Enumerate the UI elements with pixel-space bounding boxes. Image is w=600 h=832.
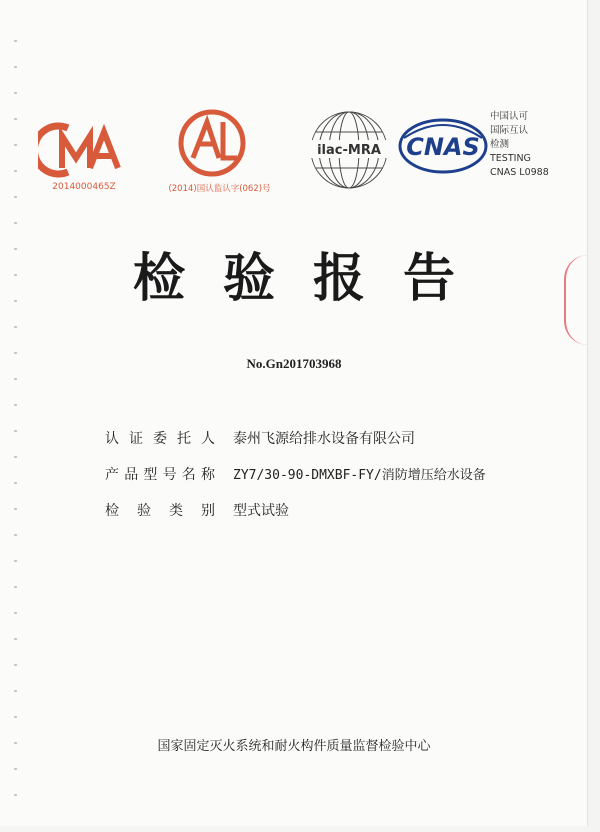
binding-mark — [14, 40, 17, 42]
field-label-char: 号 — [162, 467, 177, 483]
field-value: ZY7/30-90-DMXBF-FY/消防增压给水设备 — [233, 468, 486, 483]
binding-mark — [14, 586, 17, 588]
binding-mark — [14, 664, 17, 666]
binding-mark — [14, 92, 17, 94]
cal-code: (2014)国认监认字(062)号 — [168, 184, 271, 194]
binding-mark — [14, 508, 17, 510]
report-number: No.Gn201703968 — [246, 356, 342, 371]
field-label-char: 别 — [201, 503, 215, 519]
field-label — [105, 464, 215, 484]
ilac-mra-logo — [302, 107, 396, 193]
field-label-char: 认 — [105, 431, 119, 447]
cal-logo — [175, 108, 249, 178]
field-label-char: 检 — [105, 503, 119, 519]
cma-logo — [38, 120, 124, 180]
binding-mark — [14, 170, 17, 172]
cnas-logo — [398, 118, 488, 174]
binding-mark — [14, 690, 17, 692]
issuing-authority: 国家固定灭火系统和耐火构件质量监督检验中心 — [157, 739, 431, 754]
field-label-char: 委 — [153, 431, 167, 447]
field-label-char: 人 — [201, 431, 215, 447]
field-label-char: 称 — [200, 467, 215, 483]
binding-mark — [14, 638, 17, 640]
binding-mark — [14, 716, 17, 718]
field-label — [105, 500, 215, 520]
field-label-char: 验 — [137, 503, 151, 519]
field-label-char: 品 — [124, 467, 139, 483]
binding-mark — [14, 352, 17, 354]
svg-text:CNAS: CNAS — [406, 133, 480, 161]
binding-mark — [14, 326, 17, 328]
field-label — [105, 428, 215, 448]
cnas-line: 国际互认 — [490, 125, 529, 136]
cnas-accreditation-text — [490, 110, 590, 180]
cma-code: 2014000465Z — [52, 182, 116, 192]
field-label-char: 托 — [177, 431, 191, 447]
binding-mark — [14, 768, 17, 770]
cnas-line: 中国认可 — [490, 111, 529, 122]
svg-text:ilac-MRA: ilac-MRA — [317, 143, 381, 158]
binding-mark — [14, 66, 17, 68]
field-value: 泰州飞源给排水设备有限公司 — [233, 431, 415, 447]
field-label-char: 型 — [143, 467, 158, 483]
binding-marks — [14, 0, 24, 832]
binding-mark — [14, 378, 17, 380]
binding-mark — [14, 144, 17, 146]
binding-mark — [14, 612, 17, 614]
binding-mark — [14, 482, 17, 484]
binding-mark — [14, 456, 17, 458]
field-label-char: 类 — [169, 503, 183, 519]
binding-mark — [14, 222, 17, 224]
binding-mark — [14, 560, 17, 562]
cnas-line: 检测 — [490, 139, 510, 150]
binding-mark — [14, 794, 17, 796]
cnas-line: TESTING — [490, 153, 531, 164]
report-title: 检验报告 — [132, 249, 493, 309]
field-label-char: 证 — [129, 431, 143, 447]
binding-mark — [14, 430, 17, 432]
field-label-char: 产 — [105, 467, 119, 483]
field-label-char: 名 — [181, 467, 196, 483]
binding-mark — [14, 196, 17, 198]
binding-mark — [14, 534, 17, 536]
binding-mark — [14, 118, 17, 120]
cnas-line: CNAS L0988 — [490, 167, 549, 178]
field-value: 型式试验 — [233, 503, 289, 519]
binding-mark — [14, 404, 17, 406]
